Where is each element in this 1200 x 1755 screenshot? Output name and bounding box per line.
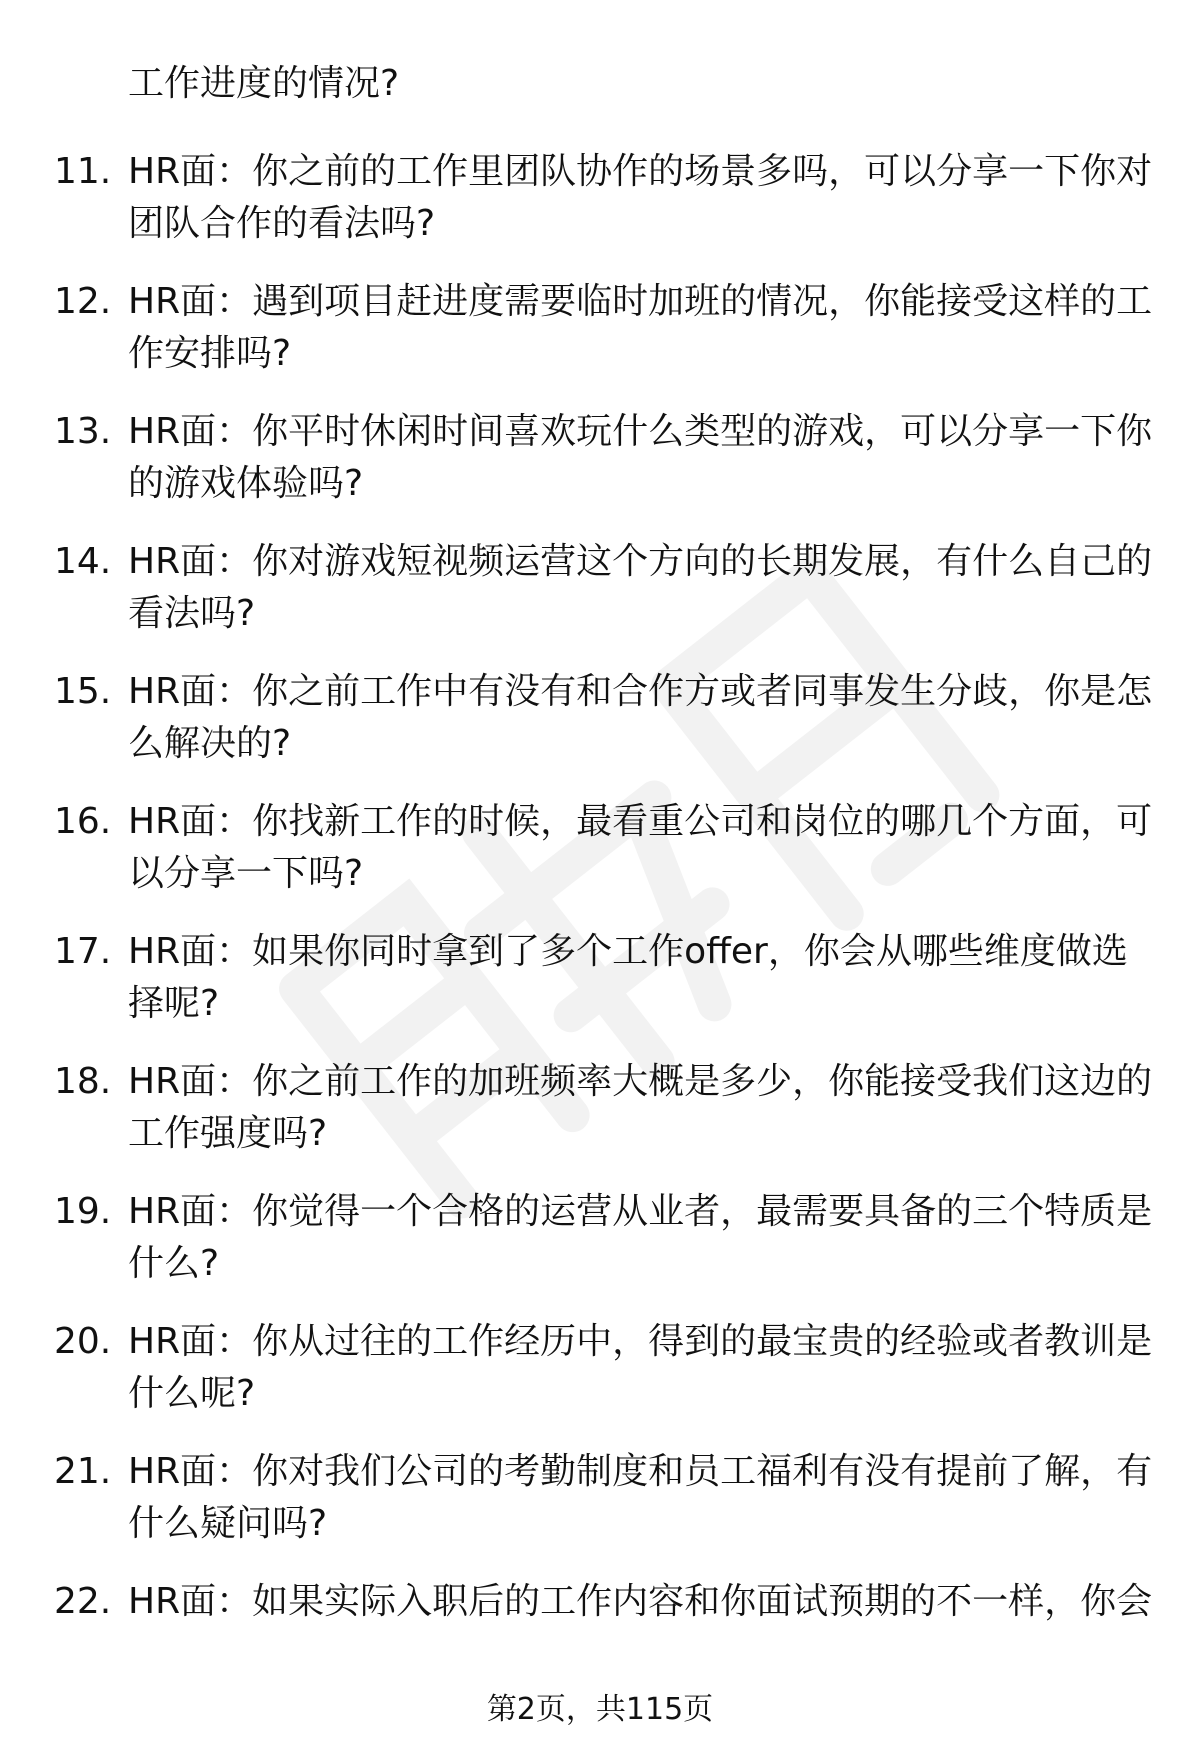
question-line: HR面：你之前的工作里团队协作的场景多吗，可以分享一下你对: [128, 151, 1153, 192]
question-text: [128, 1186, 1158, 1290]
question-item: [0, 1316, 1200, 1420]
question-line: HR面：你从过往的工作经历中，得到的最宝贵的经验或者教训是: [128, 1321, 1153, 1362]
question-item: [0, 146, 1200, 250]
question-line: HR面：你平时休闲时间喜欢玩什么类型的游戏，可以分享一下你: [128, 411, 1153, 452]
question-line: HR面：你找新工作的时候，最看重公司和岗位的哪几个方面，可: [128, 801, 1153, 842]
question-line: HR面：你对我们公司的考勤制度和员工福利有没有提前了解，有: [128, 1451, 1153, 1492]
question-number: 12.: [54, 281, 112, 322]
question-item: [0, 276, 1200, 380]
question-item: [0, 1446, 1200, 1550]
question-line: 团队合作的看法吗?: [128, 203, 436, 244]
question-text: [128, 926, 1158, 1030]
question-line: HR面：如果你同时拿到了多个工作offer，你会从哪些维度做选: [128, 931, 1128, 972]
question-number: 19.: [54, 1191, 112, 1232]
question-text: [128, 796, 1158, 900]
question-text: [128, 666, 1158, 770]
continuation-text: 工作进度的情况?: [128, 63, 400, 104]
question-text: [128, 536, 1158, 640]
question-number: 15.: [54, 671, 112, 712]
question-number: 18.: [54, 1061, 112, 1102]
question-line: HR面：你之前工作的加班频率大概是多少，你能接受我们这边的: [128, 1061, 1153, 1102]
question-text: [128, 1056, 1158, 1160]
question-text: [128, 146, 1158, 250]
question-number: 22.: [54, 1581, 112, 1622]
question-line: 作安排吗?: [128, 333, 292, 374]
question-line: 么解决的?: [128, 723, 292, 764]
question-number: 13.: [54, 411, 112, 452]
question-text: [128, 1446, 1158, 1550]
question-line: 的游戏体验吗?: [128, 463, 364, 504]
question-line: 看法吗?: [128, 593, 256, 634]
question-line: HR面：你之前工作中有没有和合作方或者同事发生分歧，你是怎: [128, 671, 1153, 712]
question-line: HR面：如果实际入职后的工作内容和你面试预期的不一样，你会: [128, 1581, 1153, 1622]
question-line: 什么呢?: [128, 1373, 256, 1414]
question-item: [0, 1576, 1200, 1680]
question-number: 21.: [54, 1451, 112, 1492]
question-text: [128, 276, 1158, 380]
question-number: 16.: [54, 801, 112, 842]
question-line: 以分享一下吗?: [128, 853, 364, 894]
question-list: [0, 146, 1200, 1706]
question-text: [128, 1316, 1158, 1420]
question-number: 11.: [54, 151, 112, 192]
question-item: [0, 1186, 1200, 1290]
question-line: 择呢?: [128, 983, 220, 1024]
question-item: [0, 796, 1200, 900]
question-number: 20.: [54, 1321, 112, 1362]
question-number: 17.: [54, 931, 112, 972]
question-text: [128, 406, 1158, 510]
question-item: [0, 536, 1200, 640]
question-line: HR面：遇到项目赶进度需要临时加班的情况，你能接受这样的工: [128, 281, 1153, 322]
question-line: HR面：你对游戏短视频运营这个方向的长期发展，有什么自己的: [128, 541, 1153, 582]
question-item: [0, 1056, 1200, 1160]
question-number: 14.: [54, 541, 112, 582]
question-text: [128, 1576, 1158, 1628]
question-line: 工作强度吗?: [128, 1113, 328, 1154]
question-item: [0, 666, 1200, 770]
question-line: 什么疑问吗?: [128, 1503, 328, 1544]
question-line: HR面：你觉得一个合格的运营从业者，最需要具备的三个特质是: [128, 1191, 1153, 1232]
question-item: [0, 926, 1200, 1030]
question-item: [0, 406, 1200, 510]
page-footer: 第2页，共115页: [486, 1692, 714, 1727]
question-line: 什么?: [128, 1243, 220, 1284]
